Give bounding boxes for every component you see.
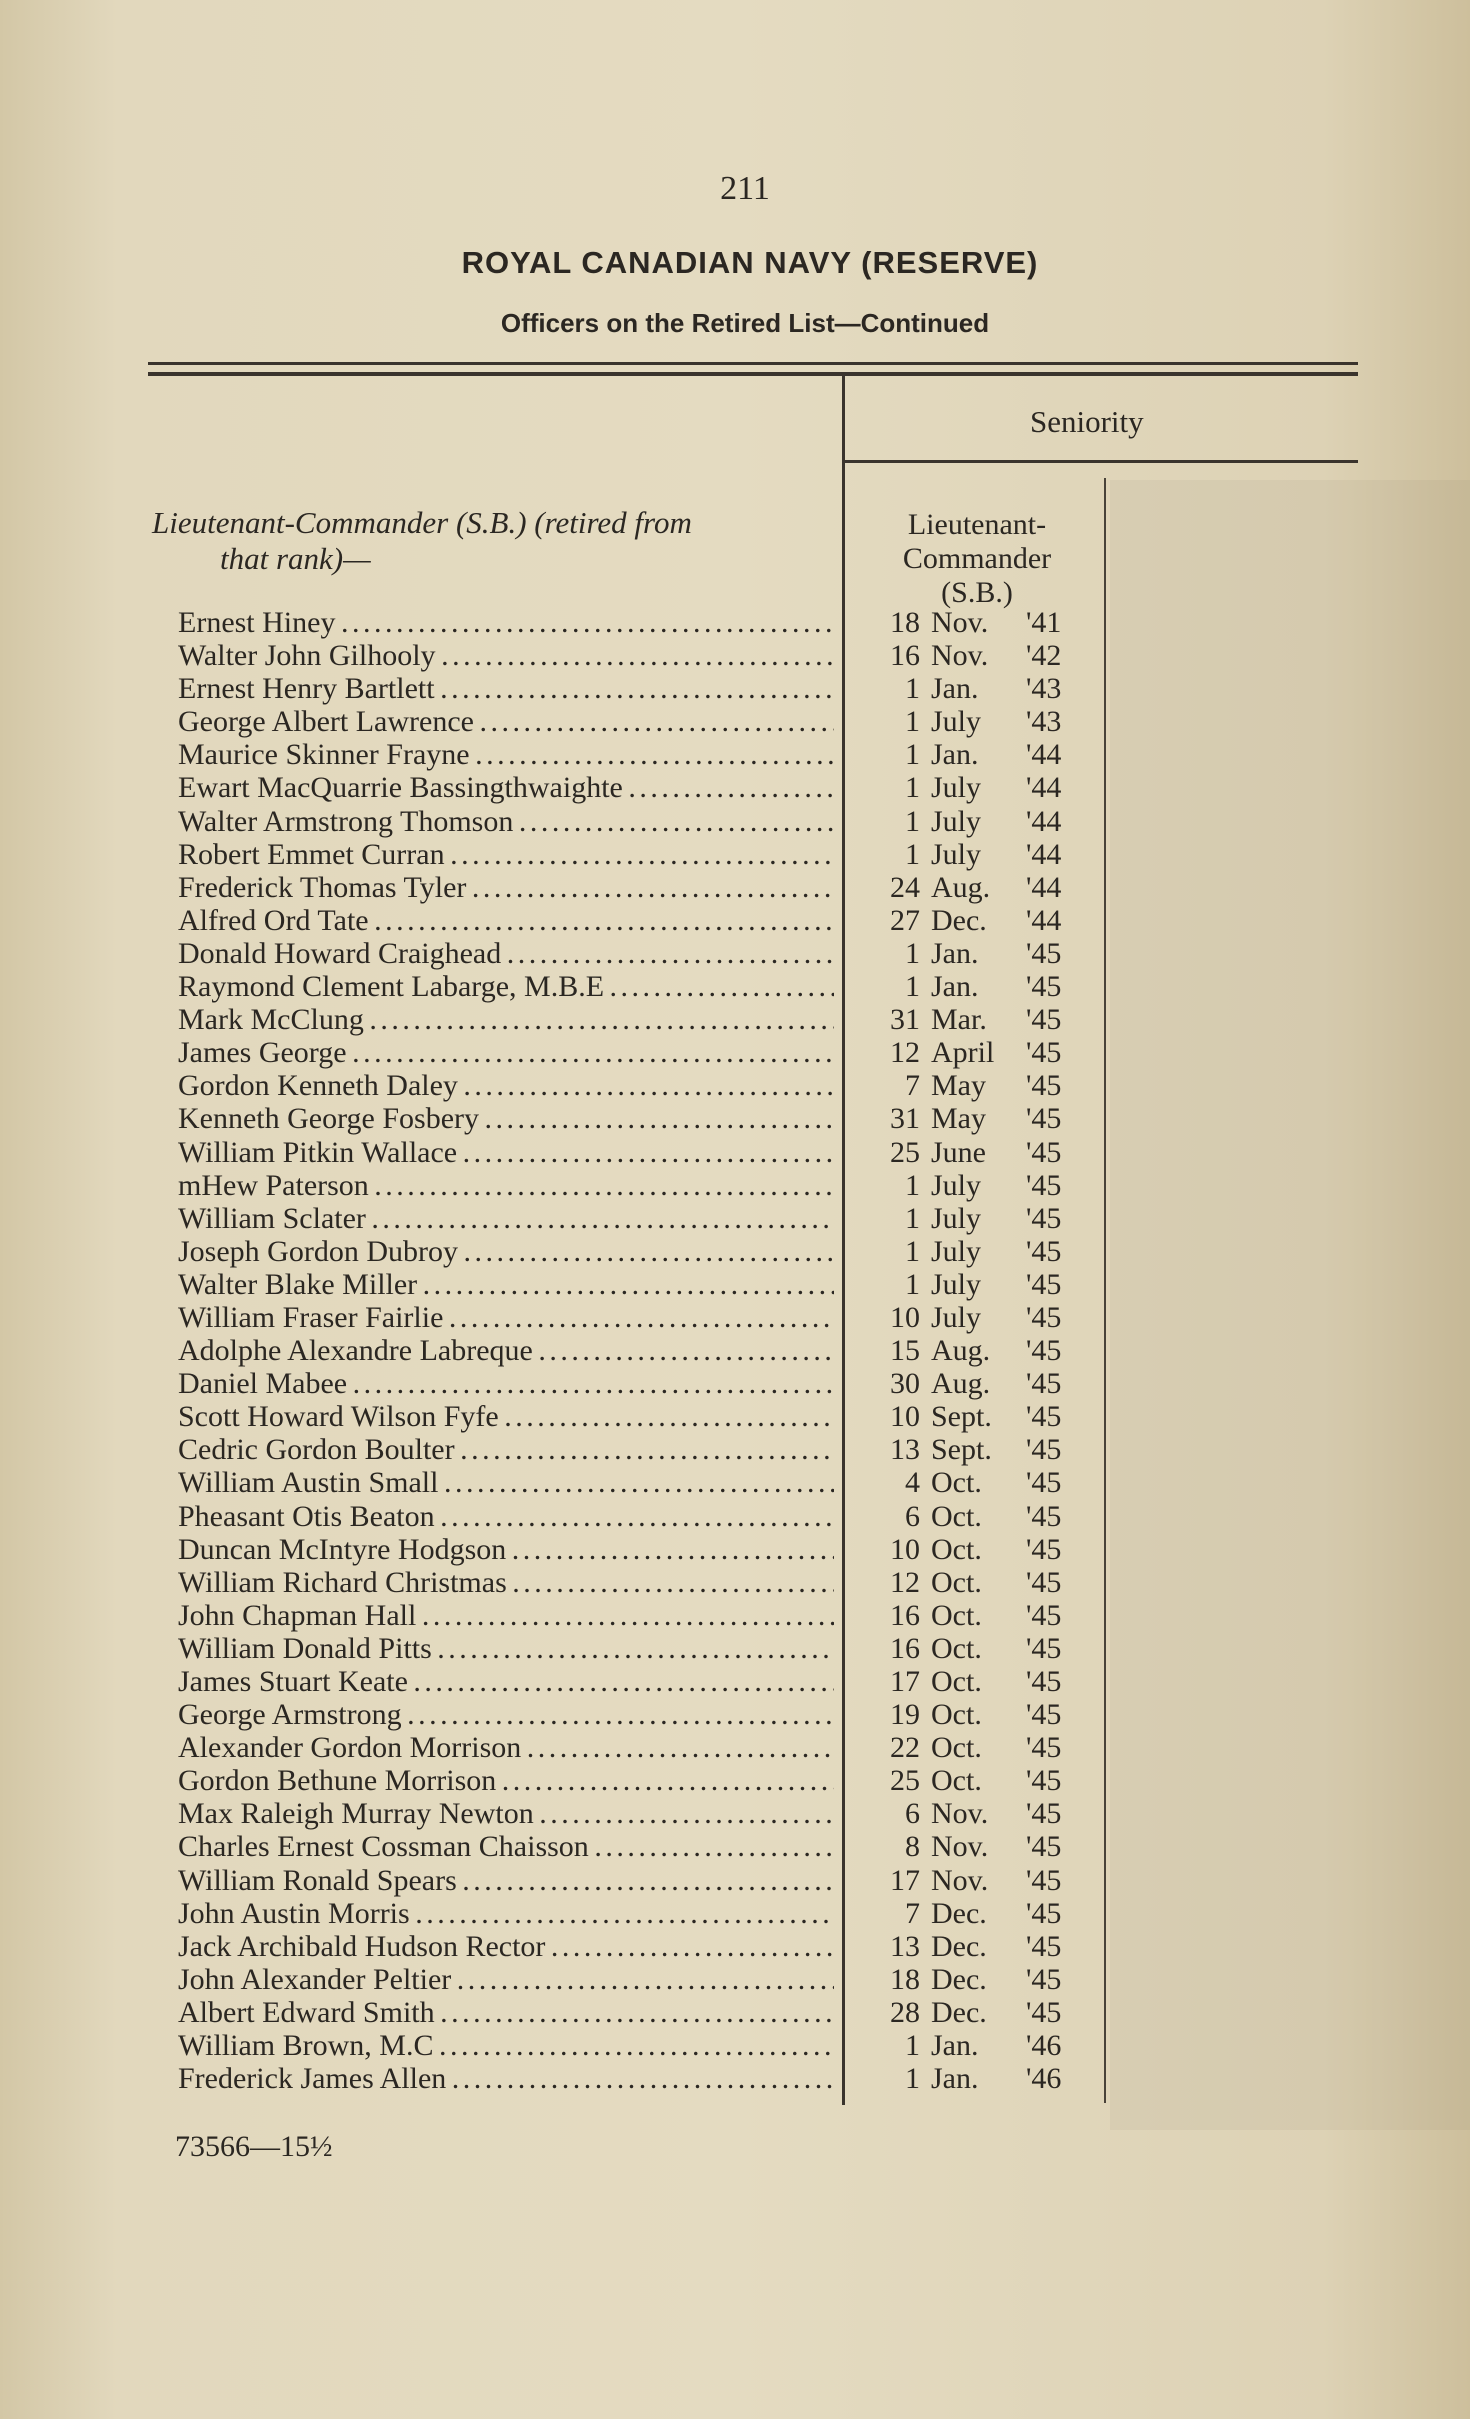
officer-name: George Armstrong . . .	[178, 1698, 834, 1732]
seniority-year: '45	[1026, 1532, 1062, 1566]
officer-row	[178, 1665, 1098, 1698]
seniority-year: '45	[1026, 1300, 1062, 1334]
seniority-day: 22	[890, 1731, 920, 1765]
seniority-month: July	[931, 771, 982, 805]
seniority-year: '45	[1026, 970, 1062, 1004]
seniority-day: 27	[890, 903, 920, 937]
seniority-day: 6	[905, 1499, 920, 1533]
seniority-day: 25	[890, 1764, 920, 1798]
seniority-month: Aug.	[931, 870, 991, 904]
seniority-day: 10	[890, 1532, 920, 1566]
seniority-day: 25	[890, 1135, 920, 1169]
officer-row	[178, 838, 1098, 871]
seniority-month: Aug.	[931, 1367, 991, 1401]
seniority-month: Aug.	[931, 1334, 991, 1368]
officer-name: William Sclater . . .	[178, 1202, 834, 1236]
officer-name: James George . . .	[178, 1036, 834, 1070]
seniority-day: 1	[905, 738, 920, 772]
officer-name: Alexander Gordon Morrison . . .	[178, 1731, 834, 1765]
seniority-month: Oct.	[931, 1565, 982, 1599]
officer-name: Robert Emmet Curran . . .	[178, 838, 834, 872]
officer-row	[178, 1632, 1098, 1665]
seniority-day: 1	[905, 936, 920, 970]
officer-name: mHew Paterson . . .	[178, 1169, 834, 1203]
seniority-day: 1	[905, 672, 920, 706]
officer-name: Raymond Clement Labarge, M.B.E . . .	[178, 970, 834, 1004]
seniority-year: '45	[1026, 1367, 1062, 1401]
officer-row	[178, 1334, 1098, 1367]
header-rule-top	[148, 362, 1358, 365]
seniority-year: '43	[1026, 672, 1062, 706]
seniority-day: 10	[890, 1400, 920, 1434]
seniority-day: 28	[890, 1995, 920, 2029]
seniority-year: '45	[1026, 1565, 1062, 1599]
officer-name: Ewart MacQuarrie Bassingthwaighte . . .	[178, 771, 834, 805]
seniority-day: 1	[905, 804, 920, 838]
seniority-month: May	[931, 1069, 986, 1103]
seniority-year: '45	[1026, 1698, 1062, 1732]
officer-name: Maurice Skinner Frayne . . .	[178, 738, 834, 772]
seniority-year: '44	[1026, 903, 1062, 937]
officer-row	[178, 904, 1098, 937]
seniority-month: June	[931, 1135, 986, 1169]
seniority-month: Dec.	[931, 1995, 987, 2029]
officer-row	[178, 1036, 1098, 1069]
seniority-month: Dec.	[931, 903, 987, 937]
seniority-year: '45	[1026, 1003, 1062, 1037]
officer-row	[178, 1599, 1098, 1632]
officer-name: Mark McClung . . .	[178, 1003, 834, 1037]
seniority-year: '45	[1026, 1433, 1062, 1467]
officer-row	[178, 705, 1098, 738]
seniority-year: '45	[1026, 1896, 1062, 1930]
seniority-day: 1	[905, 1234, 920, 1268]
column-right-divider	[1104, 478, 1106, 2103]
page-number: 211	[720, 170, 770, 207]
rank-line3: (S.B.)	[941, 576, 1013, 609]
seniority-month: Jan.	[931, 936, 979, 970]
seniority-year: '44	[1026, 771, 1062, 805]
seniority-day: 1	[905, 705, 920, 739]
rank-line2: Commander	[902, 542, 1052, 575]
seniority-year: '45	[1026, 1929, 1062, 1963]
officer-row	[178, 1764, 1098, 1797]
officer-row	[178, 639, 1098, 672]
seniority-month: Dec.	[931, 1896, 987, 1930]
page-title: ROYAL CANADIAN NAVY (RESERVE)	[461, 245, 1039, 280]
officer-row	[178, 1731, 1098, 1764]
seniority-day: 7	[905, 1069, 920, 1103]
seniority-day: 1	[905, 771, 920, 805]
seniority-day: 19	[890, 1698, 920, 1732]
seniority-year: '41	[1026, 606, 1062, 639]
seniority-month: Oct.	[931, 1698, 982, 1732]
header-rule-bottom	[148, 372, 1358, 376]
officer-row	[178, 1003, 1098, 1036]
officer-row	[178, 1930, 1098, 1963]
seniority-month: Nov.	[931, 639, 989, 673]
officer-row	[178, 1367, 1098, 1400]
officer-name: William Ronald Spears . . .	[178, 1864, 834, 1898]
officer-name: George Albert Lawrence . . .	[178, 705, 834, 739]
seniority-month: July	[931, 1300, 982, 1334]
seniority-year: '44	[1026, 804, 1062, 838]
seniority-month: Oct.	[931, 1466, 982, 1500]
officer-name: Kenneth George Fosbery . . .	[178, 1102, 834, 1136]
seniority-day: 12	[890, 1036, 920, 1070]
seniority-year: '45	[1026, 1102, 1062, 1136]
officer-name: Walter Blake Miller . . .	[178, 1268, 834, 1302]
officer-name: Max Raleigh Murray Newton . . .	[178, 1797, 834, 1831]
seniority-month: May	[931, 1102, 986, 1136]
officer-name: Adolphe Alexandre Labreque . . .	[178, 1334, 834, 1368]
seniority-day: 1	[905, 1267, 920, 1301]
seniority-year: '45	[1026, 1598, 1062, 1632]
seniority-day: 18	[890, 606, 920, 639]
seniority-year: '45	[1026, 1466, 1062, 1500]
seniority-day: 18	[890, 1962, 920, 1996]
seniority-day: 1	[905, 1201, 920, 1235]
seniority-month: Oct.	[931, 1764, 982, 1798]
seniority-month: July	[931, 1201, 982, 1235]
seniority-month: Mar.	[931, 1003, 987, 1037]
seniority-month: Sept.	[931, 1433, 992, 1467]
officer-name: Daniel Mabee . . .	[178, 1367, 834, 1401]
seniority-year: '45	[1026, 1764, 1062, 1798]
seniority-month: Jan.	[931, 738, 979, 772]
officer-name: William Pitkin Wallace . . .	[178, 1136, 834, 1170]
officer-name: John Alexander Peltier . . .	[178, 1963, 834, 1997]
seniority-year: '45	[1026, 1962, 1062, 1996]
seniority-month: Nov.	[931, 1830, 989, 1864]
seniority-day: 10	[890, 1300, 920, 1334]
officer-name: Duncan McIntyre Hodgson . . .	[178, 1533, 834, 1567]
seniority-day: 1	[905, 2062, 920, 2096]
seniority-month: July	[931, 1234, 982, 1268]
seniority-month: July	[931, 837, 982, 871]
page-subtitle: Officers on the Retired List—Continued	[500, 308, 990, 338]
seniority-month: Nov.	[931, 1863, 989, 1897]
seniority-year: '45	[1026, 1863, 1062, 1897]
officer-name: John Chapman Hall . . .	[178, 1599, 834, 1633]
officer-row	[178, 738, 1098, 771]
seniority-year: '45	[1026, 1797, 1062, 1831]
officer-row	[178, 1466, 1098, 1499]
section-heading-line2: that rank)—	[220, 541, 371, 576]
officer-row	[178, 1069, 1098, 1102]
seniority-year: '45	[1026, 1830, 1062, 1864]
seniority-year: '42	[1026, 639, 1062, 673]
seniority-day: 17	[890, 1665, 920, 1698]
officer-name: Walter Armstrong Thomson . . .	[178, 805, 834, 839]
seniority-month: Sept.	[931, 1400, 992, 1434]
section-heading-line1: Lieutenant-Commander (S.B.) (retired from	[152, 505, 692, 540]
officer-row	[178, 1698, 1098, 1731]
seniority-year: '45	[1026, 936, 1062, 970]
seniority-month: April	[931, 1036, 995, 1070]
officer-row	[178, 1268, 1098, 1301]
seniority-month: Nov.	[931, 1797, 989, 1831]
officer-name: William Fraser Fairlie . . .	[178, 1301, 834, 1335]
bleed-through-texture	[1110, 480, 1470, 2130]
officer-name: Pheasant Otis Beaton . . .	[178, 1500, 834, 1534]
seniority-day: 31	[890, 1102, 920, 1136]
officer-row	[178, 1500, 1098, 1533]
seniority-day: 16	[890, 1631, 920, 1665]
seniority-year: '43	[1026, 705, 1062, 739]
officer-row	[178, 672, 1098, 705]
officer-name: Frederick James Allen . . .	[178, 2062, 834, 2096]
officer-name: William Donald Pitts . . .	[178, 1632, 834, 1666]
footer-code: 73566—15½	[175, 2130, 333, 2163]
officer-row	[178, 1136, 1098, 1169]
seniority-day: 24	[890, 870, 920, 904]
seniority-year: '44	[1026, 738, 1062, 772]
seniority-month: Dec.	[931, 1962, 987, 1996]
seniority-month: Oct.	[931, 1631, 982, 1665]
seniority-day: 15	[890, 1334, 920, 1368]
seniority-day: 12	[890, 1565, 920, 1599]
seniority-month: Jan.	[931, 672, 979, 706]
seniority-year: '45	[1026, 1201, 1062, 1235]
officer-name: Ernest Hiney . . .	[178, 606, 834, 640]
seniority-day: 7	[905, 1896, 920, 1930]
officer-name: Frederick Thomas Tyler . . .	[178, 871, 834, 905]
seniority-year: '45	[1026, 1036, 1062, 1070]
seniority-year: '45	[1026, 1267, 1062, 1301]
officer-row	[178, 1996, 1098, 2029]
section-heading	[152, 505, 842, 577]
seniority-month: July	[931, 804, 982, 838]
officer-name: Gordon Kenneth Daley . . .	[178, 1069, 834, 1103]
seniority-day: 1	[905, 2029, 920, 2063]
officer-name: William Austin Small . . .	[178, 1466, 834, 1500]
seniority-month: Dec.	[931, 1929, 987, 1963]
officer-name: William Brown, M.C . . .	[178, 2029, 834, 2063]
officer-row	[178, 1963, 1098, 1996]
officer-row	[178, 1897, 1098, 1930]
officer-name: Walter John Gilhooly . . .	[178, 639, 834, 673]
seniority-month: Oct.	[931, 1731, 982, 1765]
seniority-month: July	[931, 1267, 982, 1301]
seniority-day: 8	[905, 1830, 920, 1864]
officer-row	[178, 1400, 1098, 1433]
officer-row	[178, 2029, 1098, 2062]
officer-row	[178, 805, 1098, 838]
seniority-year: '45	[1026, 1631, 1062, 1665]
officer-row	[178, 1202, 1098, 1235]
seniority-day: 1	[905, 1168, 920, 1202]
officer-row	[178, 1235, 1098, 1268]
seniority-month: Jan.	[931, 970, 979, 1004]
officer-row	[178, 2062, 1098, 2095]
officer-name: Alfred Ord Tate . . .	[178, 904, 834, 938]
rank-column-header	[862, 508, 1092, 610]
seniority-year: '45	[1026, 1135, 1062, 1169]
officer-row	[178, 1301, 1098, 1334]
officer-row	[178, 1566, 1098, 1599]
officer-name: Gordon Bethune Morrison . . .	[178, 1764, 834, 1798]
officer-name: Scott Howard Wilson Fyfe . . .	[178, 1400, 834, 1434]
officer-row	[178, 1102, 1098, 1135]
seniority-day: 13	[890, 1929, 920, 1963]
officer-row	[178, 937, 1098, 970]
seniority-year: '44	[1026, 870, 1062, 904]
seniority-month: July	[931, 1168, 982, 1202]
seniority-year: '44	[1026, 837, 1062, 871]
seniority-underline	[845, 460, 1358, 463]
seniority-year: '45	[1026, 1400, 1062, 1434]
officer-row	[178, 970, 1098, 1003]
seniority-year: '45	[1026, 1499, 1062, 1533]
seniority-day: 17	[890, 1863, 920, 1897]
officer-name: Charles Ernest Cossman Chaisson . . .	[178, 1830, 834, 1864]
officer-list	[178, 606, 1098, 2095]
seniority-year: '45	[1026, 1234, 1062, 1268]
seniority-year: '46	[1026, 2062, 1062, 2096]
officer-name: James Stuart Keate . . .	[178, 1665, 834, 1699]
seniority-day: 6	[905, 1797, 920, 1831]
officer-name: Jack Archibald Hudson Rector . . .	[178, 1930, 834, 1964]
seniority-month: July	[931, 705, 982, 739]
seniority-column-header: Seniority	[1030, 404, 1144, 439]
rank-line1: Lieutenant-	[907, 508, 1047, 541]
officer-name: Joseph Gordon Dubroy . . .	[178, 1235, 834, 1269]
officer-row	[178, 1830, 1098, 1863]
seniority-day: 16	[890, 1598, 920, 1632]
officer-row	[178, 871, 1098, 904]
seniority-month: Oct.	[931, 1598, 982, 1632]
seniority-year: '45	[1026, 1069, 1062, 1103]
seniority-year: '45	[1026, 1168, 1062, 1202]
officer-row	[178, 606, 1098, 639]
officer-name: Cedric Gordon Boulter . . .	[178, 1433, 834, 1467]
officer-name: William Richard Christmas . . .	[178, 1566, 834, 1600]
seniority-month: Oct.	[931, 1532, 982, 1566]
seniority-month: Nov.	[931, 606, 989, 639]
seniority-day: 13	[890, 1433, 920, 1467]
officer-name: Donald Howard Craighead . . .	[178, 937, 834, 971]
officer-name: John Austin Morris . . .	[178, 1897, 834, 1931]
seniority-year: '45	[1026, 1731, 1062, 1765]
seniority-day: 1	[905, 837, 920, 871]
seniority-day: 1	[905, 970, 920, 1004]
seniority-year: '45	[1026, 1665, 1062, 1698]
officer-name: Ernest Henry Bartlett . . .	[178, 672, 834, 706]
seniority-day: 31	[890, 1003, 920, 1037]
seniority-month: Oct.	[931, 1499, 982, 1533]
seniority-day: 4	[905, 1466, 920, 1500]
officer-row	[178, 1433, 1098, 1466]
seniority-month: Oct.	[931, 1665, 982, 1698]
officer-row	[178, 1169, 1098, 1202]
seniority-year: '46	[1026, 2029, 1062, 2063]
officer-row	[178, 1864, 1098, 1897]
seniority-year: '45	[1026, 1334, 1062, 1368]
seniority-day: 16	[890, 639, 920, 673]
officer-name: Albert Edward Smith . . .	[178, 1996, 834, 2030]
seniority-day: 30	[890, 1367, 920, 1401]
officer-row	[178, 1797, 1098, 1830]
officer-row	[178, 1533, 1098, 1566]
seniority-month: Jan.	[931, 2062, 979, 2096]
seniority-month: Jan.	[931, 2029, 979, 2063]
officer-row	[178, 771, 1098, 804]
seniority-year: '45	[1026, 1995, 1062, 2029]
